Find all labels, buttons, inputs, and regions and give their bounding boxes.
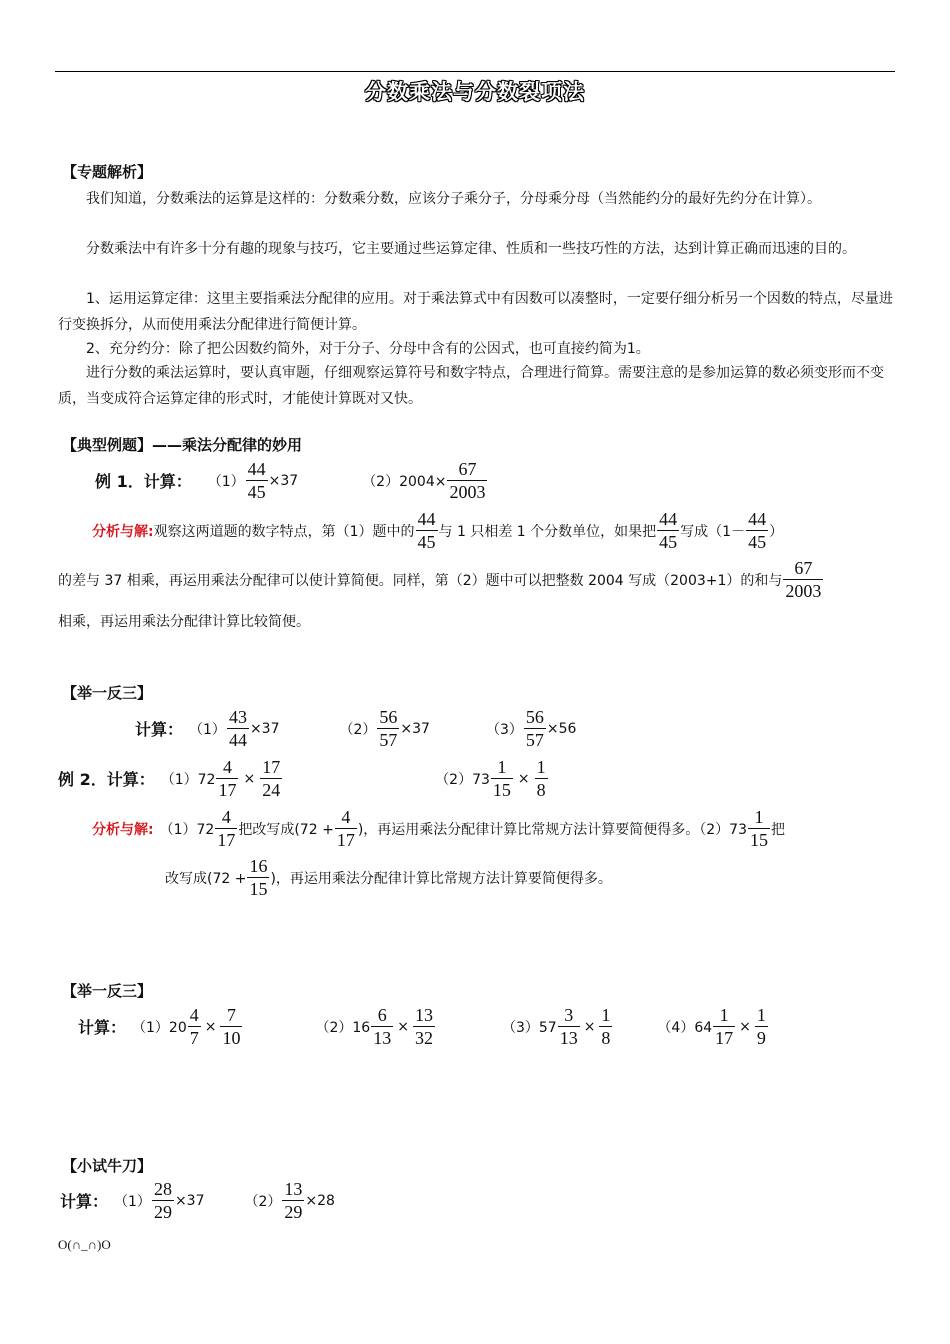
analysis-text: （1）72 <box>159 821 215 838</box>
fraction: $\frac{67}{2003}$ <box>785 558 822 601</box>
practice-3-item2-tail: ×28 <box>305 1192 335 1209</box>
example-2-part1-prefix: （1）72 <box>160 771 216 788</box>
paragraph-2: 分数乘法中有许多十分有趣的现象与技巧，它主要通过些运算定律、性质和一些技巧性的方法，达到计算正确而迅速的目的。 <box>86 241 856 257</box>
fraction: $\frac{44}{45}$ <box>748 509 767 552</box>
practice-2-item1-prefix: （1）20 <box>132 1019 187 1036</box>
analysis-2-line1 <box>92 806 785 851</box>
example-2-label: 例 2．计算： <box>58 770 155 789</box>
times-sign: × <box>517 770 530 787</box>
practice-1-item1-tail: ×37 <box>249 720 280 737</box>
fraction: $\frac{6}{13}$ <box>373 1005 392 1048</box>
fraction: $\frac{13}{29}$ <box>284 1179 303 1222</box>
analysis-text: 把 <box>771 821 785 838</box>
fraction: $\frac{1}{17}$ <box>715 1005 734 1048</box>
times-sign: × <box>243 770 256 787</box>
practice-1-item2-tail: ×37 <box>400 720 430 737</box>
fraction: $\frac{4}{17}$ <box>217 807 236 850</box>
analysis-1-line3: 相乘，再运用乘法分配律计算比较简便。 <box>58 614 310 630</box>
analysis-1-line1 <box>92 508 783 553</box>
fraction: $\frac{7}{10}$ <box>222 1005 241 1048</box>
practice-2-label: 计算： <box>78 1018 127 1037</box>
fraction: $\frac{1}{15}$ <box>492 757 511 800</box>
paragraph-3: 1、运用运算定律：这里主要指乘法分配律的应用。对于乘法算式中有因数可以凑整时，一定要仔细分析另一个因数的特点，尽量进行变换拆分，从而使用乘法分配律进行简便计算。 <box>58 291 893 333</box>
fraction: $\frac{4}{17}$ <box>218 757 237 800</box>
fraction: $\frac{44}{45}$ <box>659 509 678 552</box>
page-title: 分数乘法与分数裂项法 <box>365 80 585 104</box>
example-1-part1-prefix: （1） <box>207 473 245 490</box>
analysis-text: 与 1 只相差 1 个分数单位，如果把 <box>438 523 657 540</box>
analysis-text: 观察这两道题的数字特点，第（1）题中的 <box>153 523 415 540</box>
section-heading-practice-3: 【小试牛刀】 <box>62 1157 153 1175</box>
practice-3-row <box>60 1178 335 1223</box>
practice-3-label: 计算： <box>60 1192 109 1211</box>
practice-1-item3-prefix: （3） <box>485 721 523 738</box>
example-1-part2-prefix: （2）2004× <box>362 473 447 490</box>
analysis-label: 分析与解: <box>92 821 154 838</box>
footer-emoticon: O(∩_∩)O <box>58 1237 111 1252</box>
practice-2-item2-prefix: （2）16 <box>315 1019 371 1036</box>
analysis-text: )，再运用乘法分配律计算比常规方法计算要简便得多。 <box>270 870 612 887</box>
times-sign: × <box>204 1018 217 1035</box>
analysis-text: ） <box>769 523 784 540</box>
practice-3-item1-prefix: （1） <box>114 1193 151 1210</box>
analysis-text: 把改写成(72 + <box>238 821 334 838</box>
fraction: $\frac{16}{15}$ <box>249 856 268 899</box>
analysis-text: 改写成(72 + <box>165 870 247 887</box>
fraction: $\frac{44}{45}$ <box>247 459 266 502</box>
times-sign: × <box>583 1018 596 1035</box>
analysis-text: )，再运用乘法分配律计算比常规方法计算要简便得多。（2）73 <box>357 821 747 838</box>
fraction: $\frac{3}{13}$ <box>559 1005 578 1048</box>
practice-3-item2-prefix: （2） <box>244 1193 282 1210</box>
fraction: $\frac{13}{32}$ <box>414 1005 433 1048</box>
example-2-part2-prefix: （2）73 <box>435 771 490 788</box>
analysis-2-line2 <box>165 855 612 900</box>
fraction: $\frac{44}{45}$ <box>417 509 436 552</box>
fraction: $\frac{17}{24}$ <box>262 757 281 800</box>
fraction: $\frac{28}{29}$ <box>153 1179 172 1222</box>
analysis-1-line2 <box>58 557 824 602</box>
example-1 <box>95 458 488 503</box>
paragraph-1: 我们知道，分数乘法的运算是这样的：分数乘分数，应该分子乘分子，分母乘分母（当然能约分的最好先约分在计算）。 <box>86 191 821 207</box>
practice-1-item3-tail: ×56 <box>546 720 577 737</box>
paragraph-4: 2、充分约分：除了把公因数约简外，对于分子、分母中含有的公因式，也可直接约简为1。 <box>86 341 650 357</box>
practice-2-row <box>78 1004 769 1049</box>
example-1-label: 例 1．计算： <box>95 472 192 491</box>
fraction: $\frac{1}{8}$ <box>536 757 546 800</box>
section-heading-practice-2: 【举一反三】 <box>62 982 153 1000</box>
fraction: $\frac{1}{8}$ <box>601 1005 611 1048</box>
example-2 <box>58 756 549 801</box>
section-heading-practice-1: 【举一反三】 <box>62 684 153 702</box>
analysis-text: 的差与 37 相乘，再运用乘法分配律可以使计算简便。同样，第（2）题中可以把整数 2004 写成（2003+1）的和与 <box>58 572 783 589</box>
section-heading-examples: 【典型例题】——乘法分配律的妙用 <box>62 436 303 454</box>
paragraph-5: 进行分数的乘法运算时，要认真审题，仔细观察运算符号和数字特点，合理进行简算。需要注意的是参加运算的数必须变形而不变质，当变成符合运算定律的形式时，才能使计算既对又快。 <box>58 365 884 407</box>
analysis-text: 写成（1－ <box>680 523 746 540</box>
section-heading-analysis: 【专题解析】 <box>62 163 153 181</box>
times-sign: × <box>397 1018 409 1035</box>
practice-1-label: 计算： <box>135 720 184 739</box>
practice-2-item4-prefix: （4）64 <box>657 1019 713 1036</box>
practice-1-item2-prefix: （2） <box>339 721 377 738</box>
top-rule <box>55 71 895 72</box>
practice-1-item1-prefix: （1） <box>189 721 226 738</box>
fraction: $\frac{67}{2003}$ <box>449 459 486 502</box>
practice-1-row <box>135 706 576 751</box>
fraction: $\frac{56}{57}$ <box>379 707 398 750</box>
fraction: $\frac{1}{9}$ <box>756 1005 766 1048</box>
times-sign: × <box>739 1018 751 1035</box>
fraction: $\frac{4}{17}$ <box>336 807 355 850</box>
practice-2-item3-prefix: （3）57 <box>501 1019 557 1036</box>
fraction: $\frac{1}{15}$ <box>750 807 768 850</box>
analysis-label: 分析与解: <box>92 523 154 540</box>
example-1-part1-tail: ×37 <box>268 472 299 489</box>
practice-3-item1-tail: ×37 <box>174 1192 205 1209</box>
fraction: $\frac{4}{7}$ <box>189 1005 199 1048</box>
fraction: $\frac{56}{57}$ <box>525 707 544 750</box>
fraction: $\frac{43}{44}$ <box>228 707 247 750</box>
